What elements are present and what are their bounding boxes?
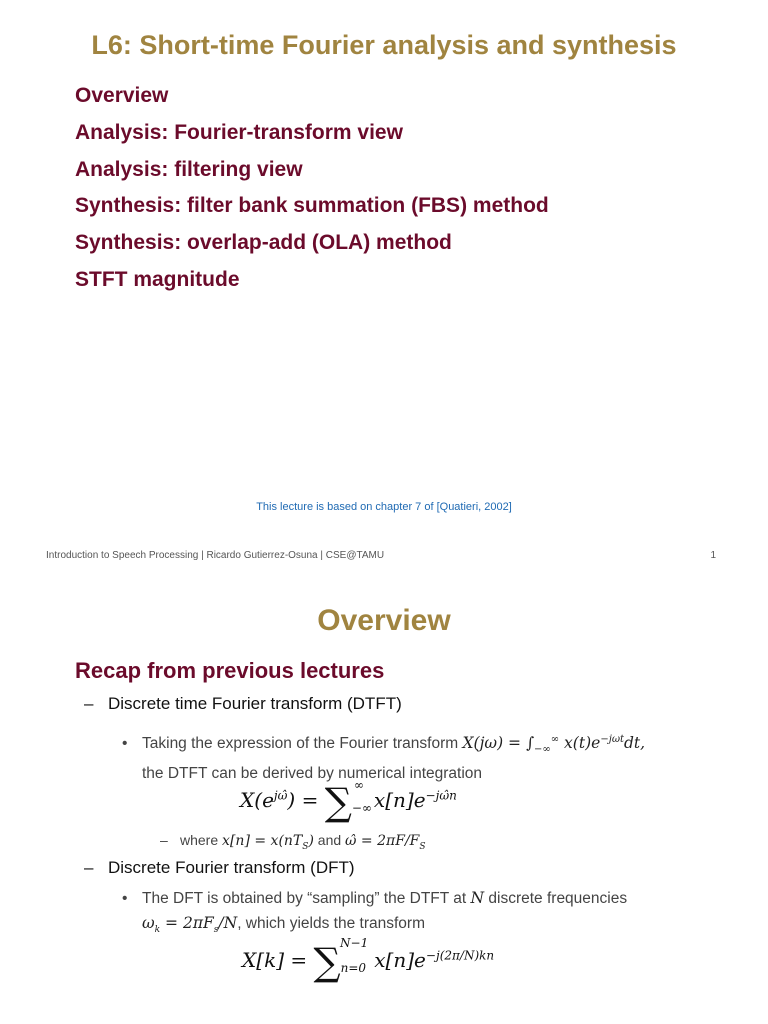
slide-2-title: Overview bbox=[317, 604, 451, 637]
reference-note: This lecture is based on chapter 7 of [Quatieri, 2002] bbox=[256, 501, 512, 513]
outline-item: Analysis: filtering view bbox=[75, 157, 303, 181]
slide-footer: Introduction to Speech Processing | Ricardo Gutierrez-Osuna | CSE@TAMU bbox=[46, 550, 385, 561]
dtft-item: – Discrete time Fourier transform (DTFT) bbox=[84, 694, 402, 713]
dft-label: Discrete Fourier transform (DFT) bbox=[108, 858, 355, 877]
dft-item: – Discrete Fourier transform (DFT) bbox=[84, 858, 355, 877]
dft-equation: $X[k] = \sum_{n=0}^{N-1}x[n]e^{-j(2\pi/N)kn}$ bbox=[242, 936, 495, 984]
dtft-label: Discrete time Fourier transform (DTFT) bbox=[108, 694, 402, 713]
dft-bullet: • The DFT is obtained by “sampling” the DTFT at N discrete frequencies $\omega_k = 2\pi F_s/N$, which yields the transform bbox=[122, 889, 628, 936]
outline-list bbox=[75, 82, 549, 303]
dtft-where: – where $x[n] = x(nT_S)$ and ω̂ = $2\pi F/F_S$ bbox=[160, 832, 426, 852]
outline-item: STFT magnitude bbox=[75, 267, 240, 291]
slide-1-title: L6: Short-time Fourier analysis and synthesis bbox=[91, 30, 677, 60]
slide-2 bbox=[0, 580, 768, 1024]
outline-item: Synthesis: overlap-add (OLA) method bbox=[75, 231, 452, 255]
page-number: 1 bbox=[710, 550, 716, 561]
dtft-equation: $X(e^{j\omegâ}) = \sum_{-\infty}^\infty x[n]e^{-j\omegân}$ bbox=[240, 778, 457, 824]
outline-item: Analysis: Fourier-transform view bbox=[75, 120, 403, 144]
section-heading: Recap from previous lectures bbox=[75, 658, 385, 683]
outline-item: Overview bbox=[75, 84, 169, 107]
outline-item: Synthesis: filter bank summation (FBS) method bbox=[75, 194, 549, 218]
dtft-bullet: • Taking the expression of the Fourier transform $X(j\omega) = \int_{-\infty}^\infty$ $x(t)e^{-j\omega t}dt$, the DTFT can be derived by numerical integration bbox=[122, 734, 646, 783]
fourier-transform-formula: $X(j\omega) = \int_{-\infty}^\infty$ $x(t)e^{-j\omega t}dt$, bbox=[462, 734, 646, 756]
